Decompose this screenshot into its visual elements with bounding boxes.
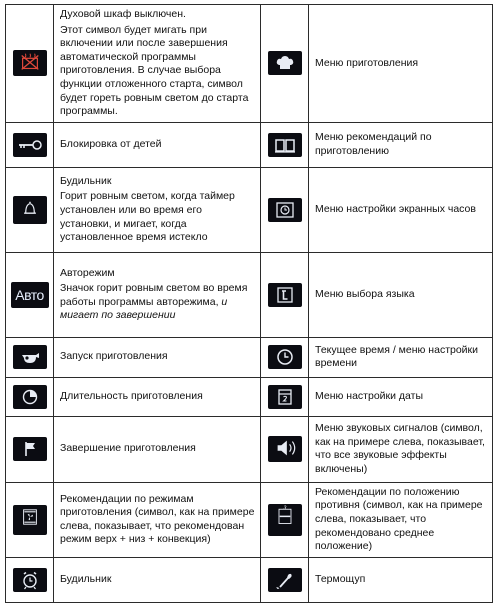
icon-cell <box>6 557 54 602</box>
row-title: Духовой шкаф выключен. <box>60 8 186 20</box>
auto-mode-icon <box>11 282 49 308</box>
description-cell <box>309 482 493 557</box>
icon-cell <box>6 377 54 416</box>
auto-mode-icon-label: Авто <box>15 286 44 303</box>
table-row <box>6 557 493 602</box>
calendar-icon <box>268 385 302 409</box>
table-row <box>6 337 493 377</box>
book-icon <box>268 133 302 157</box>
row-description: Горит ровным светом, когда таймер установлен или во время его установки, и мигает, когда установленное время истекло <box>60 190 235 244</box>
description-cell <box>54 416 261 482</box>
row-label: Меню выбора языка <box>315 287 415 300</box>
row-label: Меню настройки экранных часов <box>315 202 476 215</box>
icon-cell <box>6 167 54 252</box>
row-label: Меню настройки даты <box>315 389 424 402</box>
icon-cell <box>261 167 309 252</box>
description-cell <box>54 5 261 123</box>
row-title: Авторежим <box>60 266 115 279</box>
description-cell <box>309 416 493 482</box>
row-label: Рекомендации по положению противня (символ, как на примере слева, показывает, что рекомендовано среднее положение) <box>315 485 483 553</box>
icon-cell <box>261 5 309 123</box>
icon-cell <box>6 5 54 123</box>
table-row <box>6 122 493 167</box>
row-label: Меню звуковых сигналов (символ, как на примере слева, показывает, что все звуковые эффекты включены) <box>315 422 485 475</box>
row-label: Термощуп <box>315 572 366 585</box>
icon-cell <box>261 337 309 377</box>
row-description-text: Значок горит ровным светом во время работы программы авторежима, <box>60 282 248 308</box>
bell-icon <box>13 196 47 224</box>
row-title: Будильник <box>60 572 112 585</box>
probe-icon <box>268 568 302 592</box>
row-description-italic: и мигает по завершении <box>60 295 228 322</box>
icon-cell <box>261 416 309 482</box>
icon-reference-table <box>5 4 493 603</box>
table-row <box>6 252 493 337</box>
row-label: Текущее время / меню настройки времени <box>315 343 479 370</box>
row-label: Меню рекомендаций по приготовлению <box>315 131 432 157</box>
chef-hat-icon <box>268 51 302 75</box>
row-title: Длительность приготовления <box>60 389 203 402</box>
icon-cell <box>6 482 54 557</box>
key-icon <box>13 133 47 157</box>
row-description <box>60 282 256 323</box>
table-row <box>6 167 493 252</box>
row-title: Рекомендации по режимам приготовления (символ, как на примере слева, показывает, что рекомендован режим верх + низ + конвекция) <box>60 492 255 546</box>
table-row <box>6 377 493 416</box>
icon-cell <box>261 557 309 602</box>
description-cell <box>54 337 261 377</box>
icon-cell <box>261 252 309 337</box>
icon-cell <box>6 337 54 377</box>
row-title: Будильник <box>60 174 112 187</box>
row-title: Запуск приготовления <box>60 350 168 363</box>
alarm-clock-icon <box>13 568 47 592</box>
icon-cell <box>261 482 309 557</box>
language-icon <box>268 283 302 307</box>
description-cell <box>309 252 493 337</box>
clock-icon <box>268 345 302 369</box>
description-cell <box>309 337 493 377</box>
description-cell <box>309 122 493 167</box>
row-description: Этот символ будет мигать при включении или после завершения автоматической программы приготовления. В случае выбора функции отложенного старта, символ будет гореть ровным светом до старта программы. <box>60 23 249 118</box>
table-row <box>6 5 493 123</box>
icon-cell <box>6 416 54 482</box>
row-title: Блокировка от детей <box>60 137 162 150</box>
table-row <box>6 482 493 557</box>
description-cell <box>54 122 261 167</box>
fan-mode-icon <box>13 505 47 535</box>
description-cell <box>54 252 261 337</box>
icon-cell <box>6 252 54 337</box>
flag-icon <box>13 437 47 461</box>
tray-position-icon <box>268 504 302 536</box>
row-label: Меню приготовления <box>315 56 419 69</box>
description-cell <box>309 377 493 416</box>
clock-screen-icon <box>268 198 302 222</box>
description-cell <box>54 377 261 416</box>
description-cell <box>54 557 261 602</box>
description-cell <box>309 167 493 252</box>
description-cell <box>54 482 261 557</box>
table-row <box>6 416 493 482</box>
icon-cell <box>261 377 309 416</box>
description-cell <box>309 557 493 602</box>
row-title: Завершение приготовления <box>60 442 196 455</box>
oven-off-icon <box>13 50 47 76</box>
description-cell <box>54 167 261 252</box>
speaker-icon <box>268 436 302 462</box>
duration-icon <box>13 385 47 409</box>
description-cell <box>309 5 493 123</box>
icon-cell <box>6 122 54 167</box>
icon-cell <box>261 122 309 167</box>
whistle-icon <box>13 345 47 369</box>
